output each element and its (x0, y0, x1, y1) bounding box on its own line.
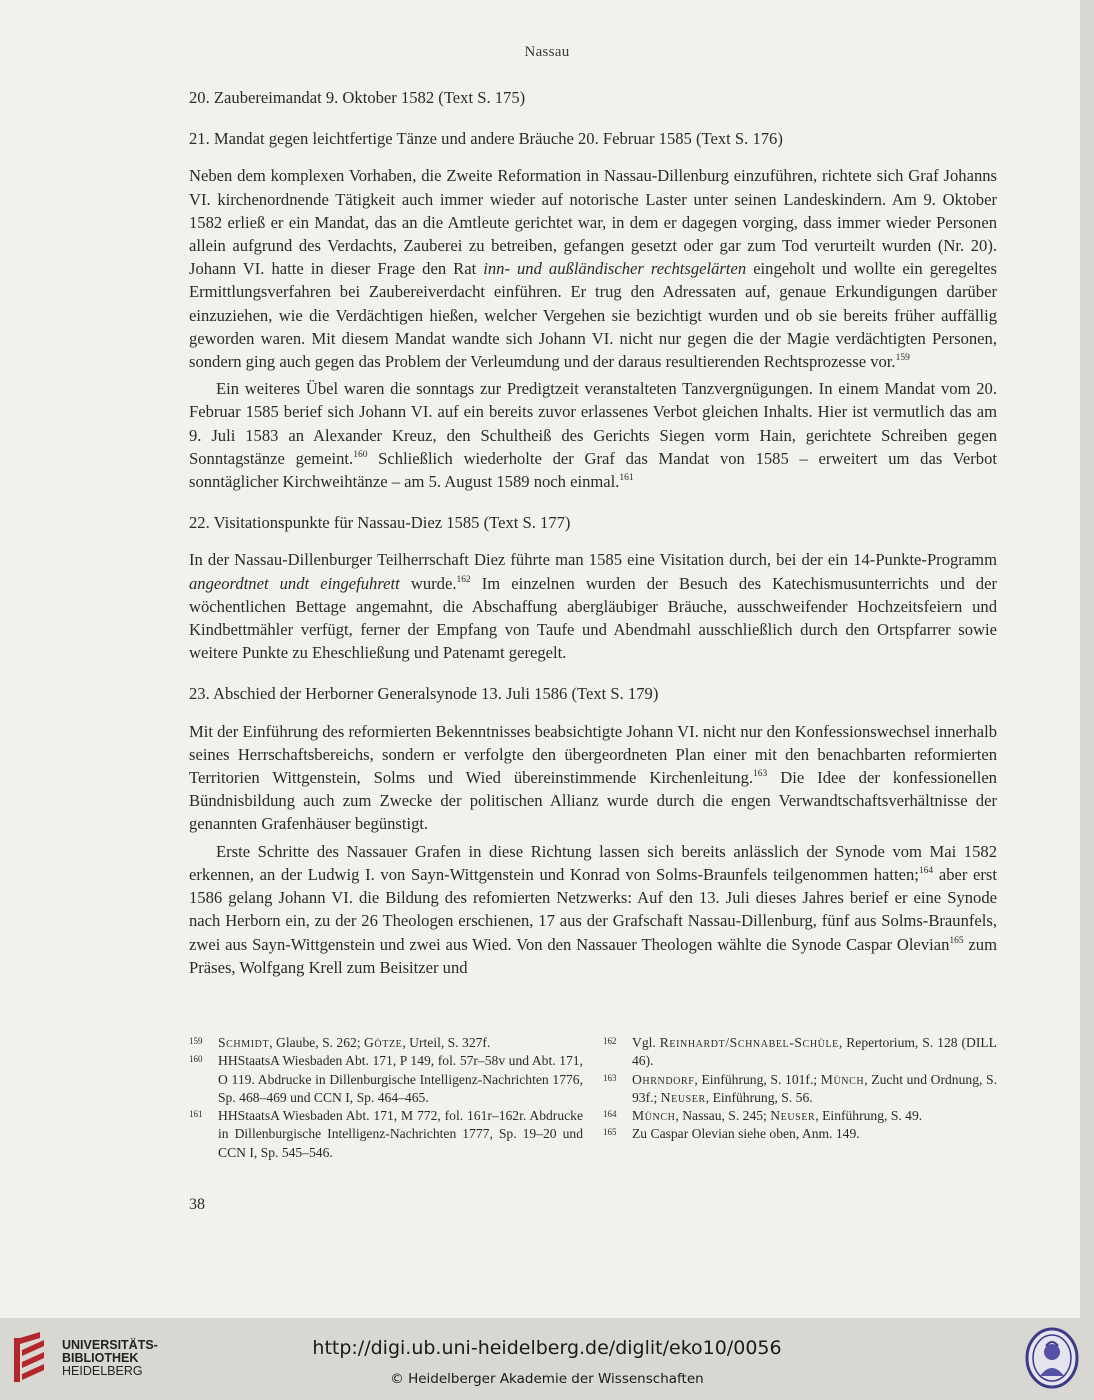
footnote (603, 1071, 997, 1108)
footnote (603, 1034, 997, 1071)
text-run: Neben dem komplexen Vorhaben, die Zweite Reformation in Nassau-Dillenburg einzuführen, richtete sich Graf Johanns VI. kirchenordnende Tätigkeit auch immer wieder auf notorische Laster unter seinen Landeskindern. Am 9. Oktober 1582 erließ er ein Mandat, das an die Amtleute gerichtet war, in dem er dagegen vorging, dass immer wieder Personen allein aufgrund des Verdachts, Zauberei zu betreiben, gefangen gesetzt oder gar zum Tod verurteilt wurden (Nr. 20). Johann VI. hatte in dieser Frage den Rat (189, 166, 997, 279)
text-run: , Urteil, S. 327f. (402, 1035, 491, 1050)
footnotes (189, 1034, 997, 1162)
permalink-url[interactable]: http://digi.ub.uni-heidelberg.de/diglit/eko10/0056 (312, 1337, 782, 1359)
text-run: Erste Schritte des Nassauer Grafen in diese Richtung lassen sich bereits anlässlich der Synode vom Mai 1582 erkennen, an der Ludwig I. von Sayn-Wittgenstein und Konrad von Solms-Braunfels teilgenommen hatten; (189, 841, 997, 884)
footnote-text: Zu Caspar Olevian siehe oben, Anm. 149. (632, 1126, 860, 1142)
footnote-text: HHStaatsA Wiesbaden Abt. 171, M 772, fol. 161r–162r. Abdrucke in Dillenburgische Intelligenz-Nachrichten 1777, Sp. 19–20 und CCN I, Sp. 545–546. (218, 1108, 583, 1160)
text-run: , Repertorium, S. 128 (DILL 46). (632, 1035, 997, 1069)
text-run: , Einführung, S. 101f.; (694, 1071, 821, 1087)
footnote-number: 161 (189, 1109, 203, 1120)
section-heading-22: 22. Visitationspunkte für Nassau-Diez 1585 (Text S. 177) (189, 513, 571, 533)
section-heading-20: 20. Zaubereimandat 9. Oktober 1582 (Text S. 175) (189, 88, 526, 107)
author-name: Reinhardt/Schnabel-Schüle (659, 1035, 839, 1050)
footnotes-right-column (603, 1034, 997, 1162)
paragraph (189, 548, 997, 664)
text-run: Die Idee der konfessionellen Bündnisbildung auch zum Zwecke der politischen Allianz wurde durch die engen Verwandtschaftsverhältnisse der genannten Grafenhäuser begünstigt. (189, 768, 997, 834)
section-heading-21: 21. Mandat gegen leichtfertige Tänze und andere Bräuche 20. Februar 1585 (Text S. 176) (189, 129, 783, 149)
text-run: , Nassau, S. 245; (675, 1108, 771, 1124)
footnote-number: 163 (603, 1072, 617, 1083)
footnote (189, 1107, 583, 1162)
section-heading-23: 23. Abschied der Herborner Generalsynode 13. Juli 1586 (Text S. 179) (189, 684, 659, 704)
paragraph (189, 720, 997, 836)
footnote-ref: 164 (918, 865, 934, 876)
text-run: , Einführung, S. 56. (705, 1089, 813, 1105)
text-run: zum Präses, Wolfgang Krell zum Beisitzer und (189, 934, 998, 977)
library-name-line: BIBLIOTHEK (62, 1351, 139, 1365)
text-run: Mit der Einführung des reformierten Bekenntnisses beabsichtigte Johann VI. nicht nur den Konfessionswechsel innerhalb seines Herrschaftsbereichs, sondern er verfolgte den übergeordneten Plan einer mit den benachbarten reformierten Territorien Wittgenstein, Solms und Wied übereinstimmende Kirchenleitung. (189, 721, 997, 788)
library-name-line: UNIVERSITÄTS- (62, 1338, 158, 1352)
footnote-text (218, 1034, 583, 1052)
footnote (603, 1125, 997, 1143)
footnote-ref: 165 (949, 935, 964, 946)
text-run: Schließlich wiederholte der Graf das Mandat von 1585 – erweitert um das Verbot sonntäglicher Kirchweihtänze – am 5. August 1589 noch einmal. (189, 448, 997, 492)
text-run: Im einzelnen wurden der Besuch des Katechismusunterrichts und der wöchentlichen Bettage angemahnt, die Abschaffung abergläubiger Bräuche, ausschweifender Hochzeitsfeiern und Kindbettmähler verfügt, ferner der Empfang von Taufe und Abendmahl ausschließlich durch den Ortspfarrer sowie weitere Punkte zu Eheschließung und Patenamt geregelt. (189, 573, 997, 663)
footnote-ref: 161 (619, 473, 634, 484)
footnote-ref: 163 (753, 769, 768, 780)
author-name: Schmidt (218, 1035, 270, 1050)
footnote (189, 1052, 583, 1107)
footnotes-left-column (189, 1034, 583, 1162)
text-run: In der Nassau-Dillenburger Teilherrschaft Diez führte man 1585 eine Visitation durch, bei der ein 14-Punkte-Programm (189, 550, 997, 570)
author-name: Münch (820, 1071, 865, 1087)
footnote-number: 162 (603, 1036, 617, 1046)
academy-seal-icon[interactable] (1024, 1326, 1080, 1390)
footnote-ref: 159 (895, 353, 910, 364)
running-head: Nassau (524, 44, 570, 60)
footnote-text: HHStaatsA Wiesbaden Abt. 171, P 149, fol. 57r–58v und Abt. 171, O 119. Abdrucke in Dillenburgische Intelligenz-Nachrichten 1776, Sp. 468–469 und CCN I, Sp. 464–465. (218, 1053, 583, 1105)
page-number: 38 (189, 1196, 205, 1213)
italic-quote: angeordtnet undt eingefuhrett (189, 573, 400, 593)
viewer-footer (0, 1318, 1094, 1400)
footnote-number: 159 (189, 1036, 203, 1046)
text-run: , Zucht und Ordnung, S. 93f.; (632, 1071, 998, 1105)
paragraph (189, 377, 997, 493)
footnote (603, 1107, 997, 1125)
text-run: wurde. (399, 573, 457, 593)
footnote-ref: 160 (353, 449, 368, 460)
main-text (189, 86, 997, 979)
text-run: , Einführung, S. 49. (815, 1108, 923, 1124)
text-run: Vgl. (632, 1035, 660, 1050)
author-name: Neuser (660, 1089, 706, 1105)
footnote-text (632, 1034, 997, 1071)
library-name-line: HEIDELBERG (62, 1364, 143, 1378)
footnote (189, 1034, 583, 1052)
footnote-number: 164 (603, 1109, 617, 1120)
text-run: , Glaube, S. 262; (269, 1035, 364, 1050)
footnote-number: 165 (603, 1127, 617, 1138)
text-run: eingeholt und wollte ein geregeltes Ermittlungsverfahren bei Zaubereiverdacht einführen. Er trug den Adressaten auf, genaue Erkundigungen darüber einzuziehen, wie die Verdächtigen hießen, welcher Vergehen sie bezichtigt wurden und ob sie bereits früher auffällig geworden waren. Mit diesem Mandat wandte sich Johann VI. nicht nur gegen die der Magie verdächtigten Personen, sondern ging auch gegen das Problem der Verleumdung und der daraus resultierenden Rechtsprozesse vor. (189, 259, 997, 372)
author-name: Neuser (770, 1108, 816, 1124)
paragraph (189, 164, 997, 373)
footnote-text (632, 1107, 997, 1125)
footnote-number: 160 (189, 1054, 203, 1065)
footnote-text (632, 1071, 997, 1108)
author-name: Ohrndorf (632, 1071, 695, 1087)
footnote-ref: 162 (456, 574, 471, 585)
author-name: Münch (632, 1108, 676, 1124)
italic-quote: inn- und außländischer rechtsgelärten (483, 259, 747, 279)
paragraph (189, 840, 997, 979)
text-run: aber erst 1586 gelang Johann VI. die Bildung des refomierten Netzwerks: Auf den 13. Juli dieses Jahres berief er eine Synode nach Herborn ein, zu der 26 Theologen erschienen, 17 aus der Grafschaft Nassau-Dillenburg, fünf aus Solms-Braunfels, zwei aus Sayn-Wittgenstein und zwei aus Wied. Von den Nassauer Theologen wählte die Synode Caspar Olevian (189, 864, 998, 954)
copyright-notice: © Heidelberger Akademie der Wissenschaften (390, 1371, 704, 1387)
author-name: Götze (364, 1035, 403, 1050)
text-run: Ein weiteres Übel waren die sonntags zur Predigtzeit veranstalteten Tanzvergnügungen. In einem Mandat vom 20. Februar 1585 berief sich Johann VI. auf ein bereits zuvor erlassenes Verbot gleichen Inhalts. Hier ist vermutlich das am 9. Juli 1583 an Alexander Kreuz, den Schultheiß des Gerichts Siegen vorm Hain, gerichtete Schreiben gegen Sonntagstänze gemeint. (189, 379, 997, 468)
